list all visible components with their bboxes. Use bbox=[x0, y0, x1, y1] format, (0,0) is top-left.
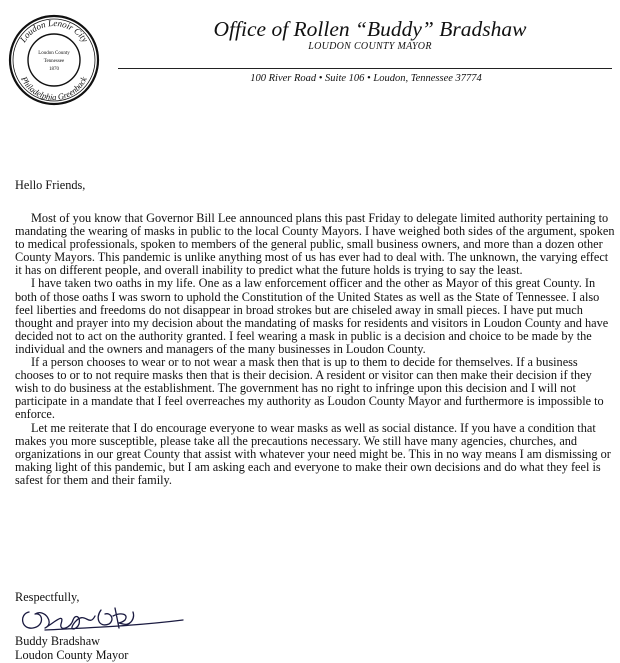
letterhead-divider bbox=[118, 68, 612, 69]
seal-center-line-1: Loudon County bbox=[38, 51, 70, 56]
svg-text:Loudon Lenoir City bbox=[17, 18, 90, 45]
handwritten-signature bbox=[15, 598, 185, 638]
letter-paragraph: I have taken two oaths in my life. One as a law enforcement officer and the other as Mayor of this great County. In both of those oaths I was sworn to uphold the Constitution of the United States as well as the State of Tennessee. I also feel liberties and freedoms do not disappear in broad strokes but are chiseled away in small pieces. I have put much thought and prayer into my decision about the mandating of masks for residents and visitors in Loudon County and have decided not to act on the authority granted. I feel wearing a mask in public is a decision and choice to be made by the individual and the owners and managers of the many businesses in Loudon County. bbox=[15, 276, 609, 356]
seal-center-line-3: 1870 bbox=[49, 67, 59, 72]
signer-title: Loudon County Mayor bbox=[15, 648, 129, 662]
signer-name: Buddy Bradshaw bbox=[15, 634, 101, 648]
letterhead-subtitle: LOUDON COUNTY MAYOR bbox=[308, 41, 432, 52]
letterhead-address: 100 River Road • Suite 106 • Loudon, Tennessee 37774 bbox=[250, 73, 482, 84]
seal-center-line-2: Tennessee bbox=[43, 59, 65, 64]
letter-paragraph: If a person chooses to wear or to not wear a mask then that is up to them to decide for themselves. If a business chooses to or to not require masks then that is their decision. A resident or visitor can then make their decision if they wish to do business at the establishment. The government has no right to infringe upon this decision and I will not participate in a mandate that I feel overreaches my authority as Loudon County Mayor and furthermore is impossible to enforce. bbox=[15, 355, 604, 422]
letter-body bbox=[15, 212, 615, 487]
county-seal-logo bbox=[8, 14, 100, 106]
seal-ring-bottom-text: Philadelphia Greenback bbox=[19, 74, 89, 103]
seal-ring-top-text: Loudon Lenoir City bbox=[17, 17, 91, 45]
letterhead-title: Office of Rollen “Buddy” Bradshaw bbox=[213, 17, 527, 41]
letter-paragraph: Most of you know that Governor Bill Lee announced plans this past Friday to delegate limited authority pertaining to mandating the wearing of masks in public to the local County Mayors. I have weighed both sides of the argument, spoken to medical professionals, spoken to members of the general public, small business owners, and more than a dozen other County Mayors. This pandemic is unlike anything most of us has ever had to deal with. The unknown, the varying effect it has on different people, and overall inability to predict what the future holds is trying to say the least. bbox=[15, 211, 615, 278]
letter-closing: Respectfully, bbox=[15, 590, 80, 604]
letter-greeting: Hello Friends, bbox=[15, 178, 86, 192]
letter-paragraph: Let me reiterate that I do encourage everyone to wear masks as well as social distance. If you have a condition that makes you more susceptible, please take all the precautions necessary. We still have many agencies, churches, and organizations in our great County that assist with whatever your need might be. This in no way means I am dismissing or making light of this pandemic, but I am asking each and everyone to make their own decisions and do what they feel is safest for them and their family. bbox=[15, 420, 611, 487]
